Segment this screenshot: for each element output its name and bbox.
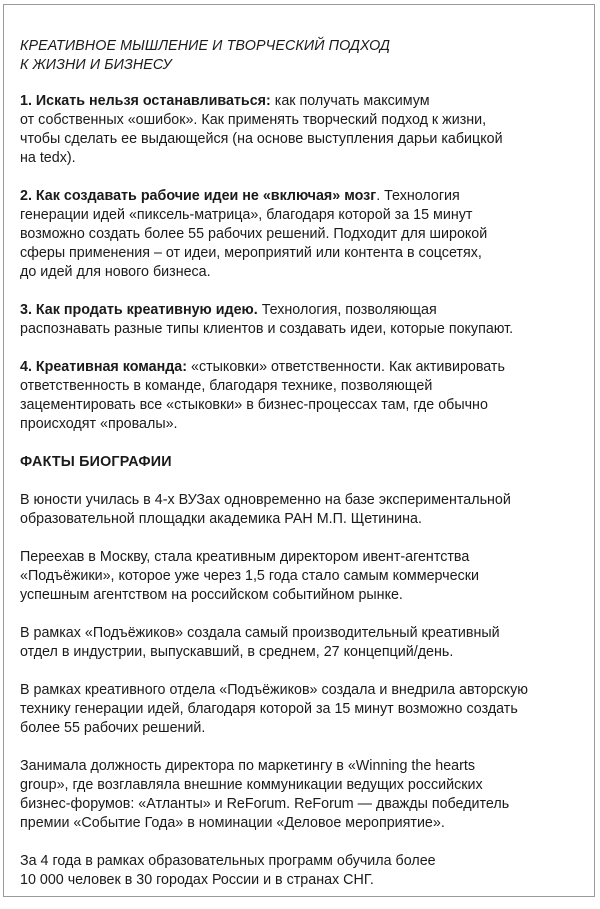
topic-line: чтобы сделать ее выдающейся (на основе выступления дарьи кабицкой xyxy=(20,131,503,147)
fact-line: Занимала должность директора по маркетингу в «Winning the hearts xyxy=(20,758,476,774)
fact-line: group», где возглавляла внешние коммуникации ведущих российских xyxy=(20,777,483,793)
topic-1 xyxy=(20,92,585,168)
fact-paragraph xyxy=(20,491,585,529)
fact-line: более 55 рабочих решений. xyxy=(20,720,206,736)
topic-heading: 1. Искать нельзя останавливаться: xyxy=(20,93,271,109)
fact-line: «Подъёжики», которое уже через 1,5 года стало самым коммерчески xyxy=(20,568,479,584)
topic-line: зацементировать все «стыковки» в бизнес-процессах там, где обычно xyxy=(20,397,488,413)
topic-3 xyxy=(20,301,585,339)
topic-line: до идей для нового бизнеса. xyxy=(20,264,211,280)
fact-line: В рамках «Подъёжиков» создала самый производительный креативный xyxy=(20,625,500,641)
topic-heading: 2. Как создавать рабочие идеи не «включая» мозг xyxy=(20,188,377,204)
topic-line: сферы применения – от идеи, мероприятий или контента в соцсетях, xyxy=(20,245,482,261)
fact-line: За 4 года в рамках образовательных программ обучила более xyxy=(20,853,436,869)
topic-line: возможно создать более 55 рабочих решений. Подходит для широкой xyxy=(20,226,488,242)
fact-line: 10 000 человек в 30 городах России и в странах СНГ. xyxy=(20,872,374,888)
topic-line: 2. Как создавать рабочие идеи не «включая» мозг. Технология xyxy=(20,188,460,204)
fact-paragraph xyxy=(20,681,585,738)
title-line: КРЕАТИВНОЕ МЫШЛЕНИЕ И ТВОРЧЕСКИЙ ПОДХОД xyxy=(20,38,391,54)
topic-line: генерации идей «пиксель-матрица», благодаря которой за 15 минут xyxy=(20,207,473,223)
topic-heading: 4. Креативная команда: xyxy=(20,359,188,375)
topic-line: на tedx). xyxy=(20,150,76,166)
topic-heading: 3. Как продать креативную идею. xyxy=(20,302,258,318)
fact-line: отдел в индустрии, выпускавший, в среднем, 27 концепций/день. xyxy=(20,644,454,660)
fact-paragraph xyxy=(20,548,585,605)
topic-line: от собственных «ошибок». Как применять творческий подход к жизни, xyxy=(20,112,487,128)
topic-line: распознавать разные типы клиентов и создавать идеи, которые покупают. xyxy=(20,321,514,337)
document-title xyxy=(20,37,585,75)
fact-line: В юности училась в 4-х ВУЗах одновременно на базе экспериментальной xyxy=(20,492,511,508)
topic-4 xyxy=(20,358,585,434)
topic-line: 4. Креативная команда: «стыковки» ответственности. Как активировать xyxy=(20,359,505,375)
fact-line: образовательной площадки академика РАН М.П. Щетинина. xyxy=(20,511,422,527)
topic-2 xyxy=(20,187,585,282)
document-body xyxy=(20,37,585,909)
fact-paragraph xyxy=(20,852,585,890)
fact-line: Переехав в Москву, стала креативным директором ивент-агентства xyxy=(20,549,470,565)
title-line: К ЖИЗНИ И БИЗНЕСУ xyxy=(20,57,172,73)
topic-line: происходят «провалы». xyxy=(20,416,178,432)
topic-line: ответственность в команде, благодаря технике, позволяющей xyxy=(20,378,433,394)
topic-line: 3. Как продать креативную идею. Технология, позволяющая xyxy=(20,302,437,318)
fact-line: технику генерации идей, благодаря которой за 15 минут возможно создать xyxy=(20,701,518,717)
fact-paragraph xyxy=(20,624,585,662)
topic-line: 1. Искать нельзя останавливаться: как получать максимум xyxy=(20,93,430,109)
fact-line: успешным агентством на российском событийном рынке. xyxy=(20,587,403,603)
facts-section-title: ФАКТЫ БИОГРАФИИ xyxy=(20,454,172,470)
fact-line: В рамках креативного отдела «Подъёжиков» создала и внедрила авторскую xyxy=(20,682,528,698)
fact-paragraph xyxy=(20,757,585,833)
fact-line: премии «Событие Года» в номинации «Деловое мероприятие». xyxy=(20,815,445,831)
fact-line: бизнес-форумов: «Атланты» и ReForum. ReForum — дважды победитель xyxy=(20,796,510,812)
